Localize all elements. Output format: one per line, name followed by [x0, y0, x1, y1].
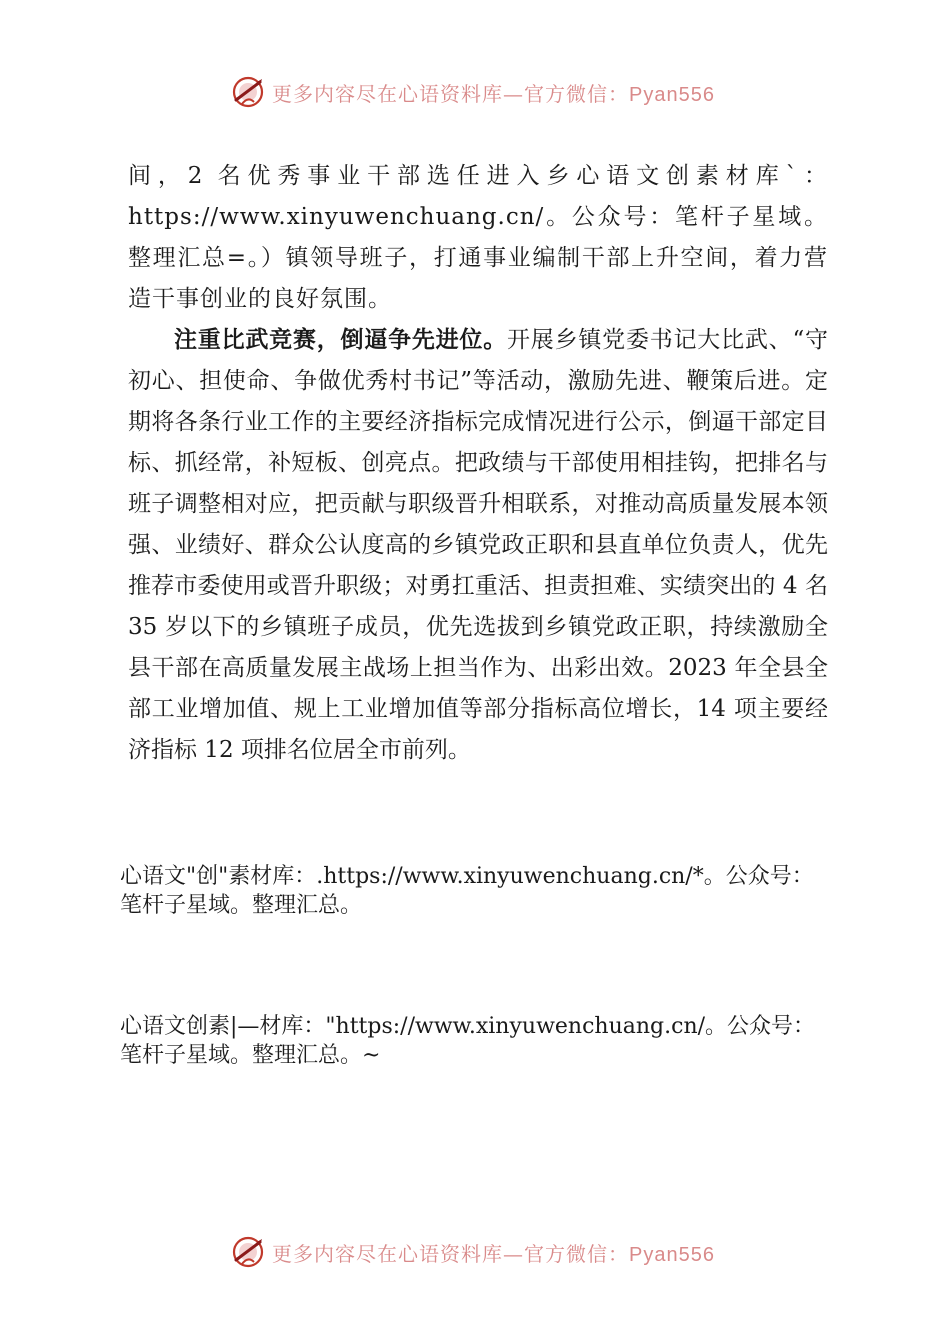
paragraph-2 [128, 320, 828, 771]
brand-logo-icon [230, 74, 266, 110]
watermark-text: 更多内容尽在心语资料库—官方微信：Pyan556 [272, 81, 715, 106]
watermark-account: Pyan556 [629, 83, 715, 106]
watermark-text: 更多内容尽在心语资料库—官方微信：Pyan556 [272, 1241, 715, 1266]
footer-watermark [230, 1232, 715, 1272]
header-watermark [230, 72, 715, 112]
paragraph-2-lead: 注重比武竞赛，倒逼争先进位。 [174, 327, 508, 353]
source-note-1: 心语文"创"素材库：.https://www.xinyuwenchuang.cn/*。公众号：笔杆子星域。整理汇总。 [120, 864, 814, 918]
source-note-2: 心语文创素|—材库："https://www.xinyuwenchuang.cn/。公众号：笔杆子星域。整理汇总。~ [120, 1014, 816, 1068]
watermark-account: Pyan556 [629, 1243, 715, 1266]
paragraph-1: 间，2 名优秀事业干部选任进入乡心语文创素材库`：https://www.xinyuwenchuang.cn/。公众号：笔杆子星域。整理汇总=。）镇领导班子，打通事业编制干部上升空间，着力营造干事创业的良好氛围。 [128, 163, 828, 312]
brand-logo-icon [230, 1234, 266, 1270]
paragraph-2-body: 开展乡镇党委书记大比武、“守初心、担使命、争做优秀村书记”等活动，激励先进、鞭策后进。定期将各条行业工作的主要经济指标完成情况进行公示，倒逼干部定目标、抓经常，补短板、创亮点。把政绩与干部使用相挂钩，把排名与班子调整相对应，把贡献与职级晋升相联系，对推动高质量发展本领强、业绩好、群众公认度高的乡镇党政正职和县直单位负责人，优先推荐市委使用或晋升职级；对勇扛重活、担责担难、实绩突出的 4 名 35 岁以下的乡镇班子成员，优先选拔到乡镇党政正职，持续激励全县干部在高质量发展主战场上担当作为、出彩出效。2023 年全县全部工业增加值、规上工业增加值等部分指标高位增长，14 项主要经济指标 12 项排名位居全市前列。 [128, 327, 828, 763]
